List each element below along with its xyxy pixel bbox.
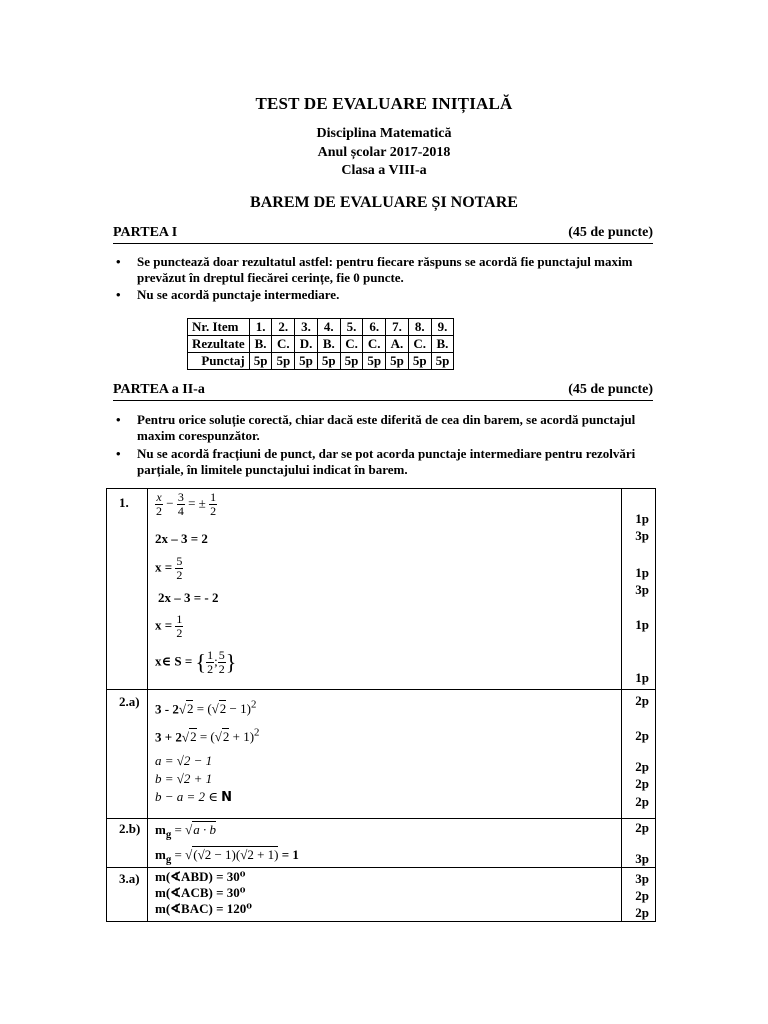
part1-points: (45 de puncte)	[568, 225, 653, 240]
bullet-icon: •	[116, 287, 121, 302]
class-level: Clasa a VIII-a	[341, 163, 427, 178]
score: 3p	[635, 582, 649, 597]
discipline: Disciplina Matematică	[316, 126, 452, 141]
score: 1p	[635, 617, 649, 632]
equation-line: m(∢BAC) = 120⁰	[155, 901, 252, 916]
bullet-icon: •	[116, 254, 121, 269]
answers-table	[187, 318, 454, 370]
part2-bullet: • Pentru orice soluție corectă, chiar dacă este diferită de cea din barem, se acordă punctajul maxim corespunzător.	[116, 412, 636, 443]
school-year: Anul școlar 2017-2018	[317, 145, 451, 160]
part2-bullet: • Nu se acordă fracțiuni de punct, dar se pot acorda punctaje intermediare pentru rezolvări parțiale, în limitele punctajului indicat în barem.	[116, 446, 636, 477]
row-label: Nr. Item	[188, 319, 250, 336]
scoring-grid	[106, 488, 656, 922]
score: 2p	[635, 905, 649, 920]
score: 3p	[635, 528, 649, 543]
score: 2p	[635, 693, 649, 708]
equation-line: m(∢ABD) = 30⁰	[155, 869, 246, 884]
barem-title: BAREM DE EVALUARE ȘI NOTARE	[250, 194, 518, 211]
equation-line: $3 + 2√2 = (√2 + 1)^2$	[155, 727, 260, 745]
equation-line: x = $\frac{5}{2}$	[155, 554, 183, 582]
equation-line: b = √2 + 1	[155, 771, 213, 786]
equation-line: $m_g = √(√2 - 1)(√2 + 1) = 1$	[155, 847, 299, 866]
row-label: Rezultate	[188, 336, 250, 353]
score: 2p	[635, 728, 649, 743]
item-label: 2.b)	[119, 821, 141, 836]
equation-line: a = √2 − 1	[155, 753, 213, 768]
score: 2p	[635, 888, 649, 903]
table-row: Punctaj 5p 5p 5p 5p 5p 5p 5p 5p 5p	[188, 353, 454, 370]
equation-line: $\frac{x}{2}$ − $\frac{3}{4}$ = ± $\frac{1}{2}$	[156, 490, 217, 518]
score: 3p	[635, 851, 649, 866]
table-row: Rezultate B. C. D. B. C. C. A. C. B.	[188, 336, 454, 353]
part2-title: PARTEA a II-a	[113, 382, 205, 397]
equation-line: b − a = 2 ∈ N	[155, 789, 233, 805]
score: 1p	[635, 670, 649, 685]
equation-line: m(∢ACB) = 30⁰	[155, 885, 246, 900]
bullet-icon: •	[116, 446, 121, 461]
score: 2p	[635, 820, 649, 835]
bullet-icon: •	[116, 412, 121, 427]
score: 1p	[635, 511, 649, 526]
equation-line: x∈ S = { $\frac{1}{2}$ ; $\frac{5}{2}$ }	[155, 648, 237, 676]
part1-title: PARTEA I	[113, 225, 178, 240]
equation-line: 2x – 3 = 2	[155, 531, 208, 546]
part2-heading	[113, 382, 653, 401]
page-title: TEST DE EVALUARE INIȚIALĂ	[255, 94, 513, 113]
row-label: Punctaj	[188, 353, 250, 370]
item-label: 3.a)	[119, 871, 140, 886]
naturals-icon: N	[221, 790, 233, 805]
score: 3p	[635, 871, 649, 886]
part1-bullet: • Nu se acordă punctaje intermediare.	[116, 287, 340, 302]
item-label: 2.a)	[119, 694, 140, 709]
part1-heading	[113, 225, 653, 244]
score: 2p	[635, 776, 649, 791]
part1-bullet: • Se punctează doar rezultatul astfel: pentru fiecare răspuns se acordă fie punctajul maxim prevăzut în dreptul fiecărei cerințe, fie 0 puncte.	[116, 254, 633, 285]
score: 2p	[635, 794, 649, 809]
equation-line: x = $\frac{1}{2}$	[155, 612, 183, 640]
part2-points: (45 de puncte)	[568, 382, 653, 397]
score: 1p	[635, 565, 649, 580]
table-row: Nr. Item 1. 2. 3. 4. 5. 6. 7. 8. 9.	[188, 319, 454, 336]
equation-line: $3 - 2√2 = (√2 - 1)^2$	[155, 699, 257, 717]
item-label: 1.	[119, 495, 129, 510]
equation-line: 2x – 3 = - 2	[158, 590, 219, 605]
score: 2p	[635, 759, 649, 774]
equation-line: $m_g = √a \cdot b$	[155, 822, 216, 841]
